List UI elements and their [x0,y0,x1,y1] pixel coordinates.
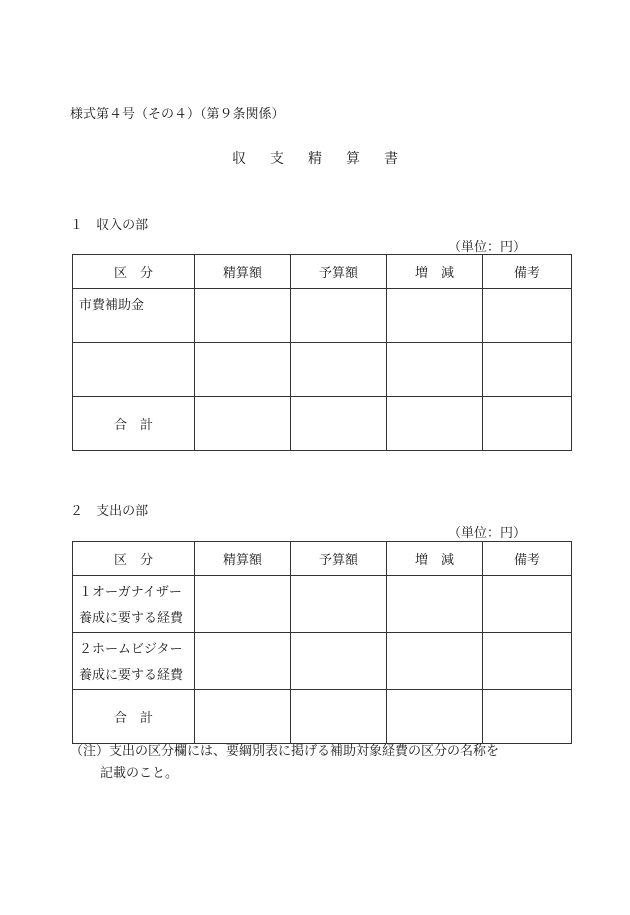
expense-cell[interactable] [291,576,387,633]
expense-row-label-line1: ２ホームビジター [79,642,183,657]
income-table [72,254,572,451]
table-row [73,343,572,397]
income-unit-label: （単位：円） [448,240,527,255]
income-row-label[interactable] [73,343,195,397]
note-prefix: （注） [70,744,110,759]
expense-cell[interactable] [291,633,387,690]
expense-cell[interactable] [483,633,572,690]
form-number: 様式第４号（その４）（第９条関係） [70,107,285,122]
income-cell[interactable] [291,289,387,343]
expense-total-label: 合 計 [73,690,195,744]
expense-cell[interactable] [387,633,483,690]
expense-section-number: ２ [70,504,84,519]
income-cell[interactable] [483,343,572,397]
expense-total-cell[interactable] [291,690,387,744]
expense-cell[interactable] [483,576,572,633]
income-header-budget-amount: 予算額 [291,255,387,289]
income-row-label: 市費補助金 [73,289,195,343]
table-row [73,289,572,343]
expense-row-label-line1: １オーガナイザー [79,585,182,600]
expense-table [72,541,572,744]
expense-header-category: 区 分 [73,542,195,576]
expense-header-remarks: 備考 [483,542,572,576]
expense-row-label [73,576,195,633]
income-header-remarks: 備考 [483,255,572,289]
expense-total-cell[interactable] [195,690,291,744]
income-cell[interactable] [195,343,291,397]
income-cell[interactable] [291,343,387,397]
note [70,741,499,763]
income-total-cell[interactable] [387,397,483,451]
income-header-settled-amount: 精算額 [195,255,291,289]
note-line2: 記載のこと。 [100,766,179,781]
expense-row-label-line2: 養成に要する経費 [79,668,184,683]
expense-cell[interactable] [195,576,291,633]
expense-cell[interactable] [387,576,483,633]
table-row [73,576,572,633]
expense-section-heading [70,500,148,519]
expense-header-change: 増 減 [387,542,483,576]
income-total-row [73,397,572,451]
income-header-row [73,255,572,289]
expense-section-title: 支出の部 [96,504,149,519]
income-header-category: 区 分 [73,255,195,289]
income-cell[interactable] [387,343,483,397]
expense-header-budget-amount: 予算額 [291,542,387,576]
income-total-cell[interactable] [291,397,387,451]
income-section-number: １ [70,218,84,233]
income-cell[interactable] [483,289,572,343]
document-title: 収支精算書 [232,151,422,167]
expense-cell[interactable] [195,633,291,690]
income-section-title: 収入の部 [96,218,149,233]
expense-total-cell[interactable] [483,690,572,744]
income-total-cell[interactable] [195,397,291,451]
income-cell[interactable] [195,289,291,343]
expense-total-row [73,690,572,744]
note-line1: 支出の区分欄には、要綱別表に掲げる補助対象経費の区分の名称を [109,744,500,759]
income-cell[interactable] [387,289,483,343]
income-total-label: 合 計 [73,397,195,451]
income-header-change: 増 減 [387,255,483,289]
income-total-cell[interactable] [483,397,572,451]
expense-unit-label: （単位：円） [448,526,527,541]
expense-header-row [73,542,572,576]
expense-row-label [73,633,195,690]
expense-total-cell[interactable] [387,690,483,744]
expense-row-label-line2: 養成に要する経費 [79,611,184,626]
income-section-heading [70,214,148,233]
table-row [73,633,572,690]
expense-header-settled-amount: 精算額 [195,542,291,576]
